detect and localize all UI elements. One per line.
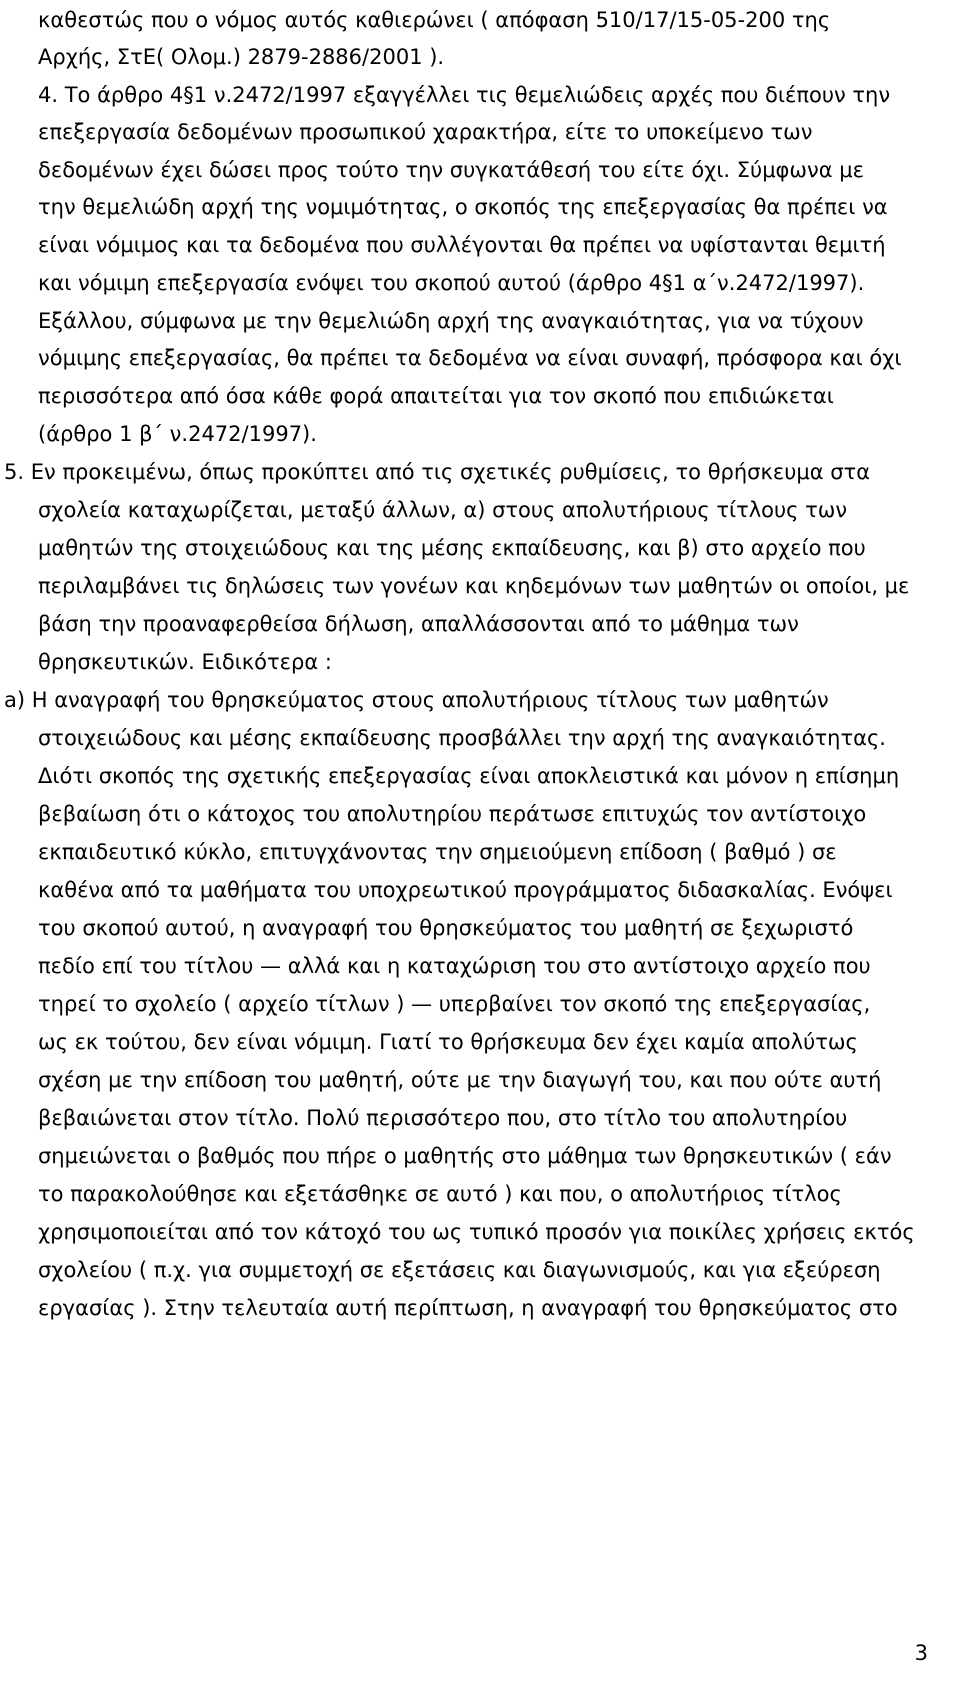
text-line: 4. Το άρθρο 4§1 ν.2472/1997 εξαγγέλλει τις θεμελιώδεις αρχές που διέπουν την [38, 83, 891, 107]
text-line: και νόμιμη επεξεργασία ενόψει του σκοπού αυτού (άρθρο 4§1 α΄ν.2472/1997). [38, 271, 865, 295]
text-line: επεξεργασία δεδομένων προσωπικού χαρακτήρα, είτε το υποκείμενο των [38, 120, 813, 144]
text-line: θρησκευτικών. Ειδικότερα : [38, 650, 332, 674]
text-line: νόμιμης επεξεργασίας, θα πρέπει τα δεδομένα να είναι συναφή, πρόσφορα και όχι [38, 346, 902, 370]
text-line: μαθητών της στοιχειώδους και της μέσης εκπαίδευσης, και β) στο αρχείο που [38, 536, 866, 560]
text-line: καθεστώς που ο νόμος αυτός καθιερώνει ( απόφαση 510/17/15-05-200 της [38, 8, 831, 32]
text-line: βεβαίωση ότι ο κάτοχος του απολυτηρίου περάτωσε επιτυχώς τον αντίστοιχο [38, 802, 867, 826]
page-number: 3 [914, 1641, 928, 1665]
text-line: (άρθρο 1 β΄ ν.2472/1997). [38, 422, 317, 446]
text-line: το παρακολούθησε και εξετάσθηκε σε αυτό ) και που, ο απολυτήριος τίτλος [38, 1182, 842, 1206]
text-line: του σκοπού αυτού, η αναγραφή του θρησκεύματος του μαθητή σε ξεχωριστό [38, 916, 854, 940]
text-line: περισσότερα από όσα κάθε φορά απαιτείται για τον σκοπό που επιδιώκεται [38, 384, 834, 408]
text-line: είναι νόμιμος και τα δεδομένα που συλλέγονται θα πρέπει να υφίστανται θεμιτή [38, 233, 886, 257]
text-line: σημειώνεται ο βαθμός που πήρε ο μαθητής στο μάθημα των θρησκευτικών ( εάν [38, 1144, 892, 1168]
text-line: πεδίο επί του τίτλου — αλλά και η καταχώριση του στο αντίστοιχο αρχείο που [38, 954, 871, 978]
text-line: Εξάλλου, σύμφωνα με την θεμελιώδη αρχή της αναγκαιότητας, για να τύχουν [38, 309, 864, 333]
text-line: την θεμελιώδη αρχή της νομιμότητας, ο σκοπός της επεξεργασίας θα πρέπει να [38, 195, 888, 219]
text-line: στοιχειώδους και μέσης εκπαίδευσης προσβάλλει την αρχή της αναγκαιότητας. [38, 726, 886, 750]
text-line: εκπαιδευτικό κύκλο, επιτυγχάνοντας την σημειούμενη επίδοση ( βαθμό ) σε [38, 840, 837, 864]
text-line: σχέση με την επίδοση του μαθητή, ούτε με την διαγωγή του, και που ούτε αυτή [38, 1068, 882, 1092]
text-line: σχολείου ( π.χ. για συμμετοχή σε εξετάσεις και διαγωνισμούς, και για εξεύρεση [38, 1258, 881, 1282]
text-line: 5. Εν προκειμένω, όπως προκύπτει από τις σχετικές ρυθμίσεις, το θρήσκευμα στα [4, 460, 871, 484]
text-line: καθένα από τα μαθήματα του υποχρεωτικού προγράμματος διδασκαλίας. Ενόψει [38, 878, 893, 902]
text-line: βεβαιώνεται στον τίτλο. Πολύ περισσότερο που, στο τίτλο του απολυτηρίου [38, 1106, 848, 1130]
text-line: ως εκ τούτου, δεν είναι νόμιμη. Γιατί το θρήσκευμα δεν έχει καμία απολύτως [38, 1030, 858, 1054]
text-line: περιλαμβάνει τις δηλώσεις των γονέων και κηδεμόνων των μαθητών οι οποίοι, με [38, 574, 910, 598]
text-line: χρησιμοποιείται από τον κάτοχό του ως τυπικό προσόν για ποικίλες χρήσεις εκτός [38, 1220, 915, 1244]
text-line: Αρχής, ΣτΕ( Ολομ.) 2879-2886/2001 ). [38, 45, 445, 69]
text-line: τηρεί το σχολείο ( αρχείο τίτλων ) — υπερβαίνει τον σκοπό της επεξεργασίας, [38, 992, 871, 1016]
text-line: εργασίας ). Στην τελευταία αυτή περίπτωση, η αναγραφή του θρησκεύματος στο [38, 1296, 898, 1320]
text-line: a) Η αναγραφή του θρησκεύματος στους απολυτήριους τίτλους των μαθητών [4, 688, 829, 712]
text-line: βάση την προαναφερθείσα δήλωση, απαλλάσσονται από το μάθημα των [38, 612, 799, 636]
text-line: δεδομένων έχει δώσει προς τούτο την συγκατάθεσή του είτε όχι. Σύμφωνα με [38, 158, 864, 182]
text-line: σχολεία καταχωρίζεται, μεταξύ άλλων, α) στους απολυτήριους τίτλους των [38, 498, 848, 522]
text-line: Διότι σκοπός της σχετικής επεξεργασίας είναι αποκλειστικά και μόνον η επίσημη [38, 764, 900, 788]
